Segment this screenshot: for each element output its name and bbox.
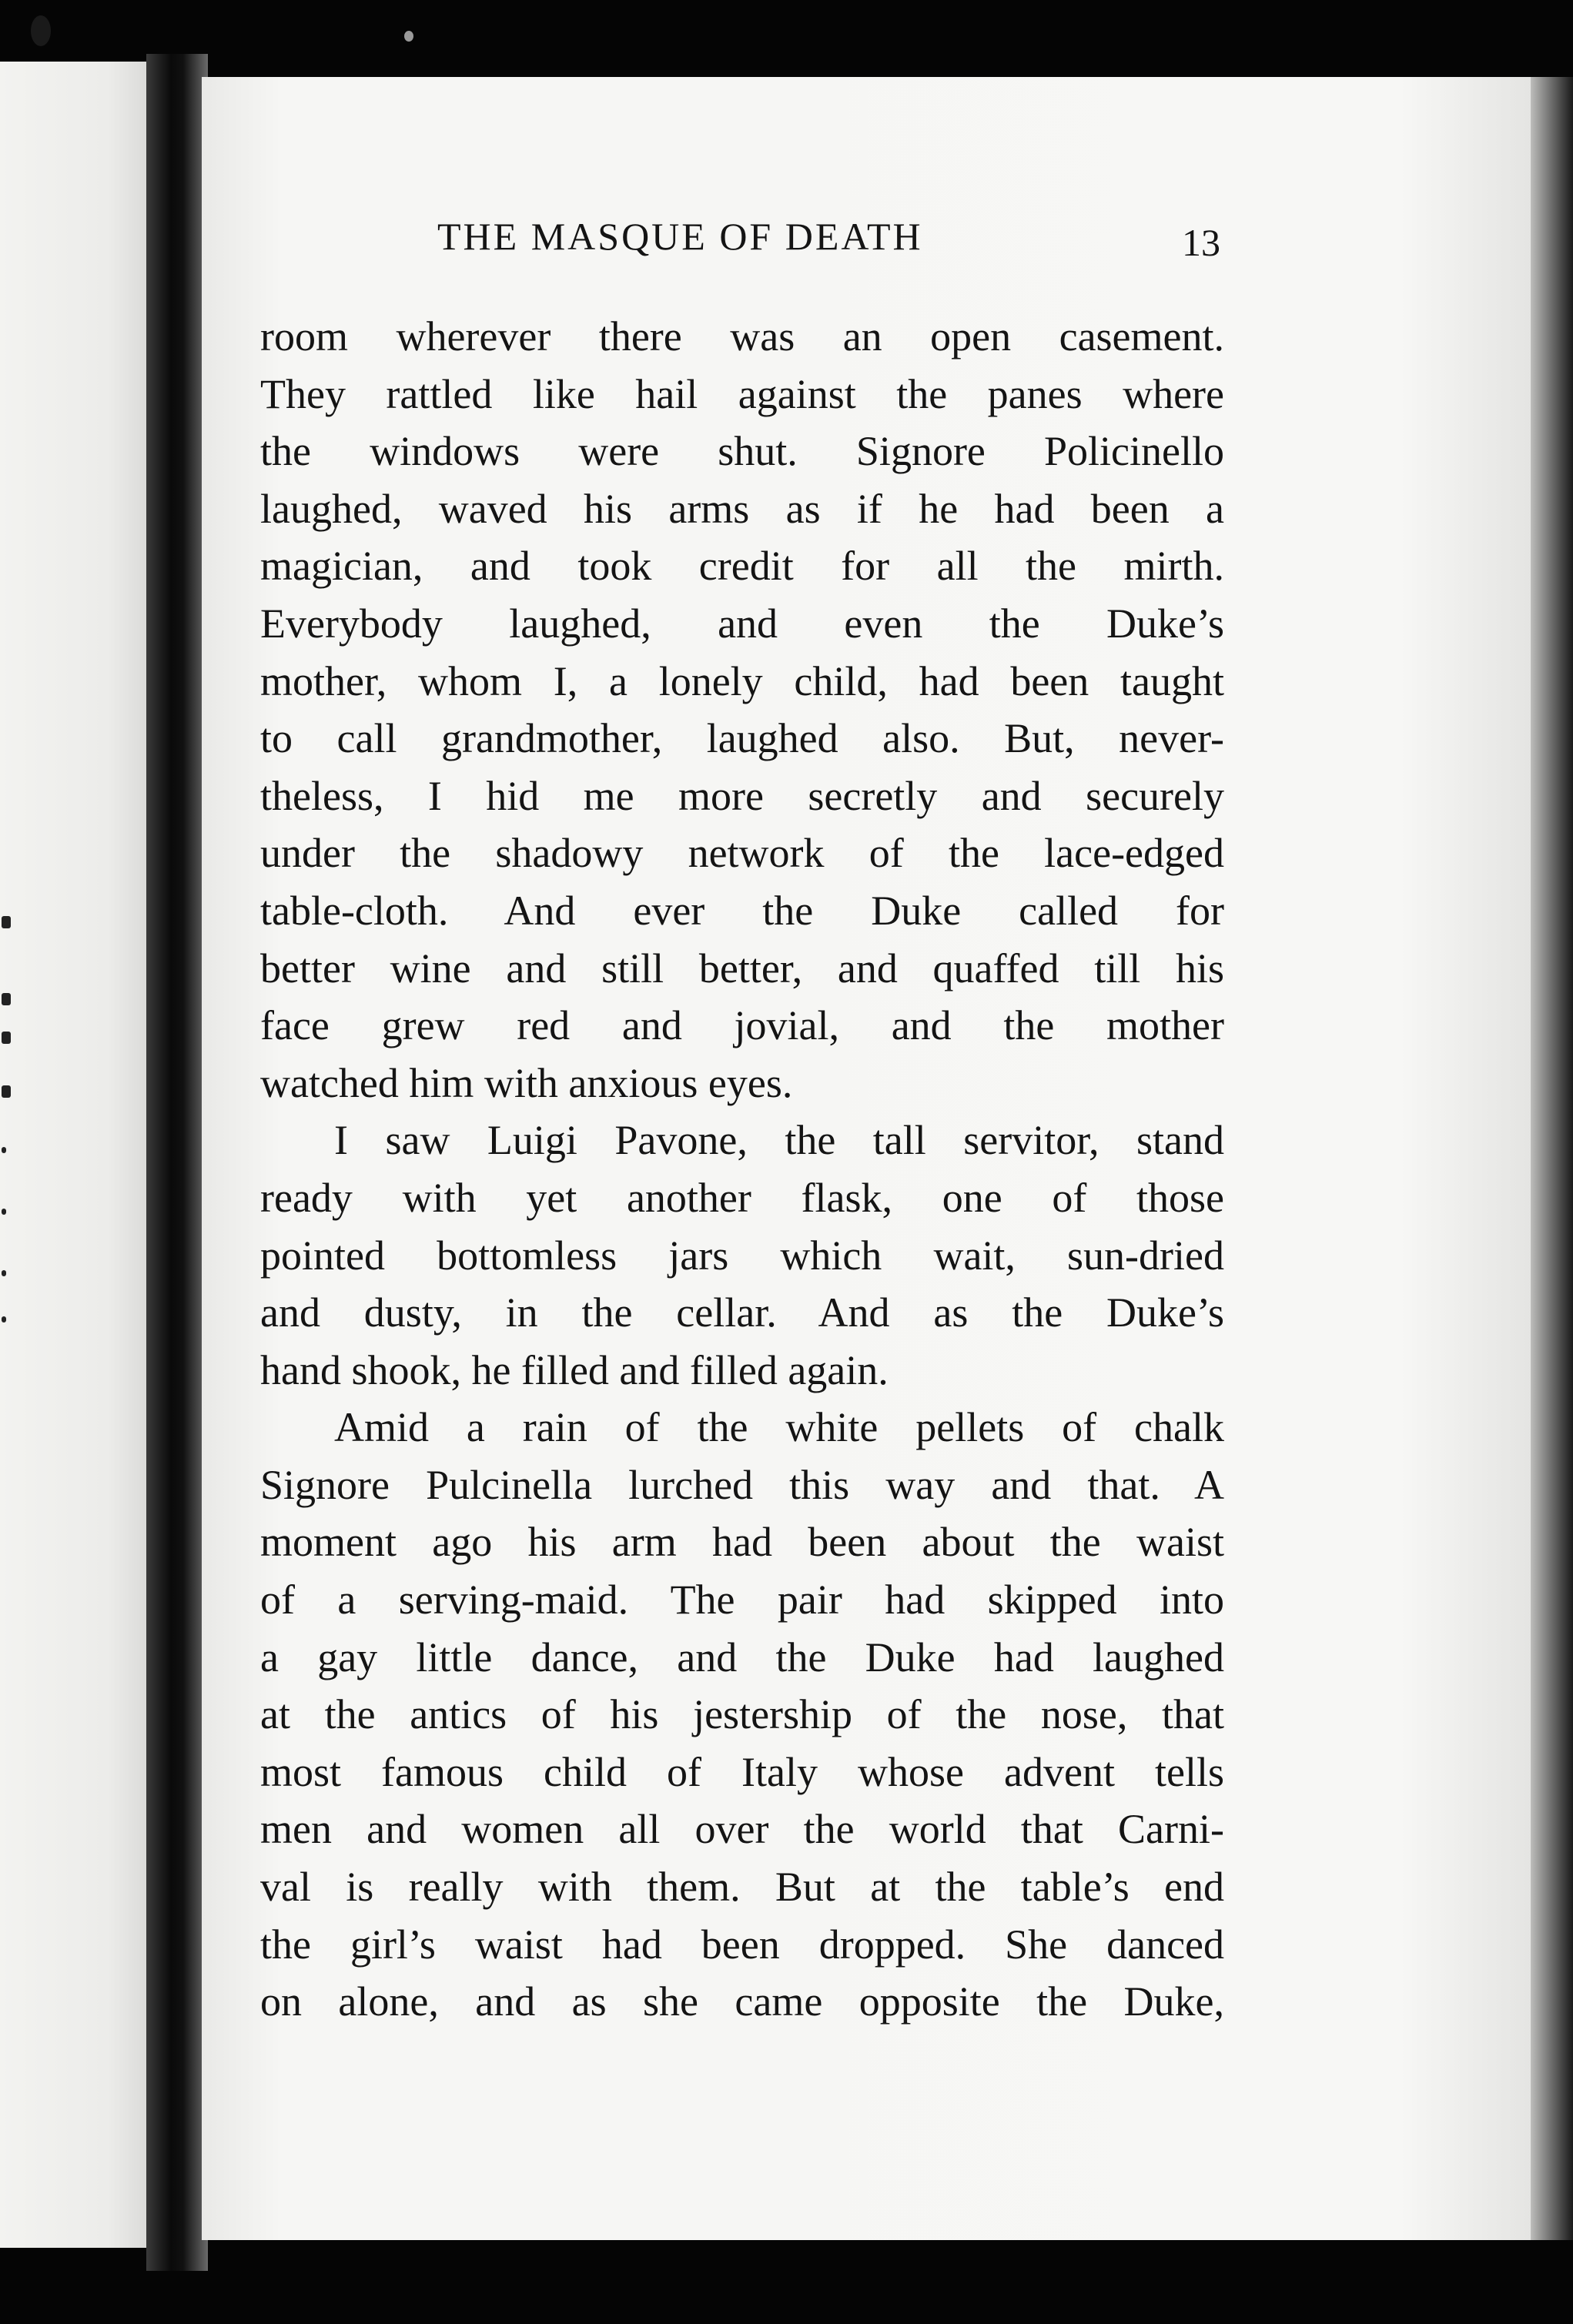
text-line: on alone, and as she came opposite the Duke, [260, 1978, 1224, 2025]
text-line: moment ago his arm had been about the waist [260, 1519, 1224, 1566]
page-number: 13 [1182, 221, 1220, 264]
book-gutter-shadow [146, 54, 208, 2271]
letter-fragment [2, 1085, 11, 1098]
text-line: most famous child of Italy whose advent tells [260, 1748, 1224, 1795]
text-line: and dusty, in the cellar. And as the Duke’s [260, 1289, 1224, 1336]
text-line: the windows were shut. Signore Policinello [260, 428, 1224, 475]
text-line: to call grandmother, laughed also. But, never- [260, 715, 1224, 762]
letter-fragment [2, 1209, 6, 1215]
text-line: pointed bottomless jars which wait, sun-dried [260, 1232, 1224, 1279]
dust-speck [404, 31, 413, 42]
text-line: table-cloth. And ever the Duke called for [260, 887, 1224, 934]
letter-fragment [2, 1270, 6, 1276]
text-line: Amid a rain of the white pellets of chalk [334, 1404, 1224, 1451]
previous-page-edge [0, 62, 154, 2248]
letter-fragment [2, 916, 11, 928]
text-line: laughed, waved his arms as if he had been a [260, 485, 1224, 532]
text-line: of a serving-maid. The pair had skipped into [260, 1577, 1224, 1623]
text-line: hand shook, he filled and filled again. [260, 1346, 889, 1393]
letter-fragment [2, 1316, 6, 1323]
letter-fragment [2, 993, 11, 1005]
text-line: under the shadowy network of the lace-edged [260, 830, 1224, 877]
text-line: I saw Luigi Pavone, the tall servitor, stand [334, 1117, 1224, 1164]
body-text [260, 308, 1224, 2031]
letter-fragment [2, 1032, 11, 1044]
text-line: face grew red and jovial, and the mother [260, 1002, 1224, 1049]
dust-speck [31, 15, 51, 46]
text-line: They rattled like hail against the panes where [260, 370, 1224, 417]
text-line: watched him with anxious eyes. [260, 1059, 793, 1106]
previous-page-letter-fragments [0, 916, 18, 1347]
text-line: a gay little dance, and the Duke had laughed [260, 1633, 1224, 1680]
page-right-edge-shadow [1531, 77, 1573, 2240]
text-line: room wherever there was an open casement. [260, 313, 1224, 359]
text-line: Everybody laughed, and even the Duke’s [260, 600, 1224, 647]
text-line: at the antics of his jestership of the nose, that [260, 1691, 1224, 1738]
text-line: ready with yet another flask, one of those [260, 1174, 1224, 1221]
text-line: val is really with them. But at the table’s end [260, 1864, 1224, 1911]
running-head: THE MASQUE OF DEATH [437, 215, 923, 258]
text-line: the girl’s waist had been dropped. She danced [260, 1921, 1224, 1968]
text-line: Signore Pulcinella lurched this way and that. A [260, 1461, 1224, 1508]
text-line: men and women all over the world that Carni- [260, 1806, 1224, 1853]
text-line: theless, I hid me more secretly and securely [260, 772, 1224, 819]
text-line: mother, whom I, a lonely child, had been taught [260, 657, 1224, 704]
text-line: magician, and took credit for all the mirth. [260, 543, 1224, 590]
letter-fragment [2, 1147, 6, 1153]
text-line: better wine and still better, and quaffed till his [260, 945, 1224, 991]
